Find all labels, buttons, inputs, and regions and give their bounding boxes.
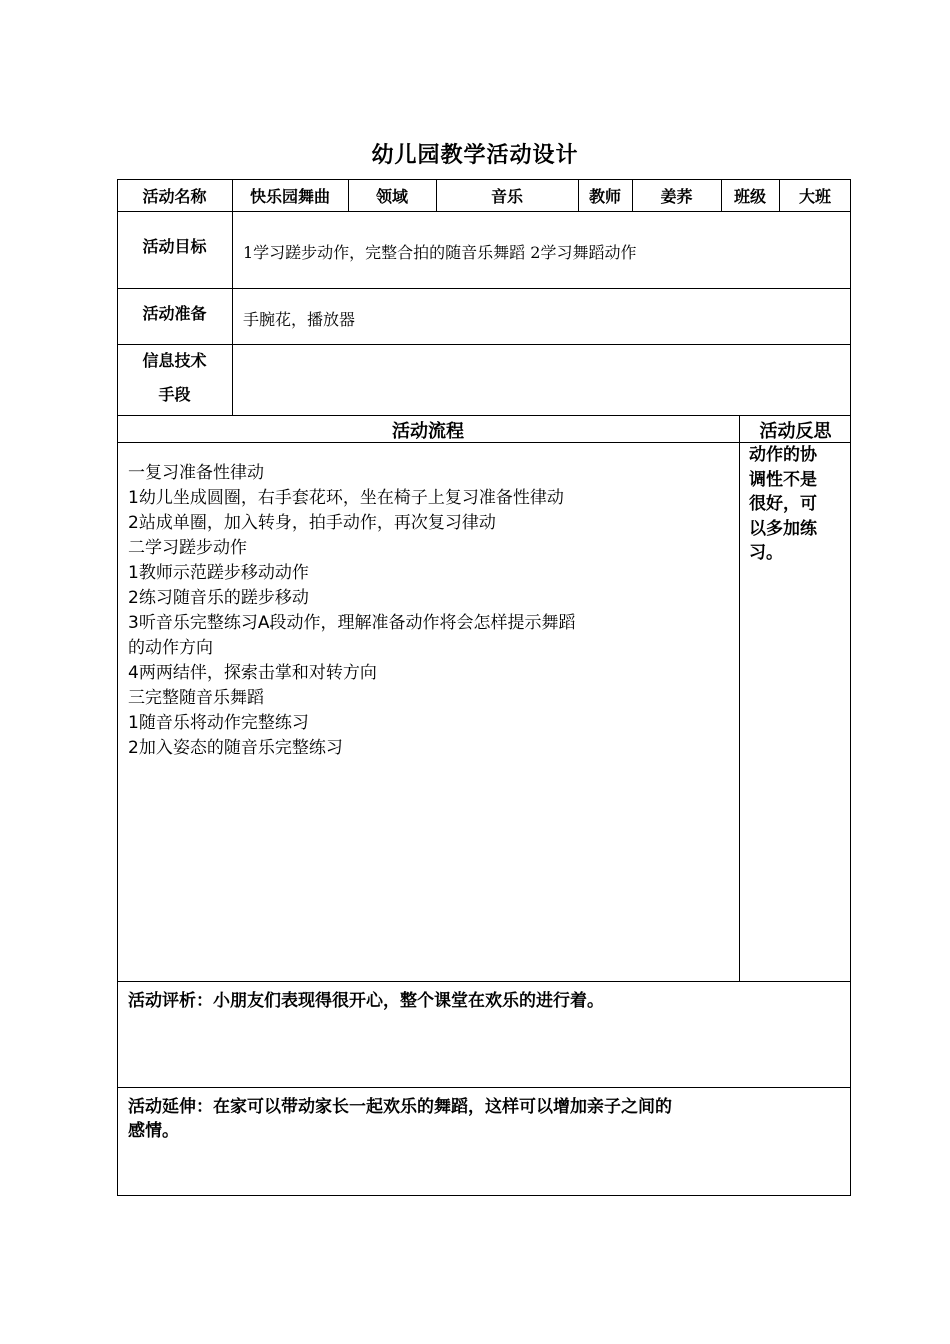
row-divider <box>117 981 851 982</box>
process-line: 3听音乐完整练习A段动作，理解准备动作将会怎样提示舞蹈 <box>128 613 576 633</box>
reflection-line: 动作的协 <box>749 445 817 465</box>
extension-line1: 活动延伸：在家可以带动家长一起欢乐的舞蹈，这样可以增加亲子之间的 <box>128 1097 672 1117</box>
process-line: 三完整随音乐舞蹈 <box>128 688 264 708</box>
col-divider <box>232 179 233 416</box>
row-divider <box>117 344 851 345</box>
row-divider <box>117 288 851 289</box>
teacher-label: 教师 <box>588 187 621 206</box>
extension-line2: 感情。 <box>128 1121 179 1141</box>
process-label: 活动流程 <box>392 421 464 442</box>
col-divider <box>739 415 740 982</box>
class-value: 大班 <box>798 187 831 206</box>
process-line: 的动作方向 <box>128 638 213 658</box>
process-line: 一复习准备性律动 <box>128 463 264 483</box>
preparation-value: 手腕花，播放器 <box>243 310 356 329</box>
activity-name-value: 快乐园舞曲 <box>249 187 330 206</box>
it-means-label-line2: 手段 <box>158 385 191 404</box>
goals-label: 活动目标 <box>142 237 207 256</box>
domain-label: 领域 <box>375 187 408 206</box>
process-line: 1幼儿坐成圆圈，右手套花环，坐在椅子上复习准备性律动 <box>128 488 564 508</box>
reflection-line: 习。 <box>749 543 783 563</box>
reflection-content <box>749 443 849 566</box>
preparation-label: 活动准备 <box>142 304 207 323</box>
process-line: 1教师示范蹉步移动动作 <box>128 563 309 583</box>
class-label: 班级 <box>733 187 766 206</box>
goals-value: 1学习蹉步动作，完整合拍的随音乐舞蹈 2学习舞蹈动作 <box>243 243 637 262</box>
reflection-line: 以多加练 <box>749 518 817 539</box>
reflection-line: 很好，可 <box>749 494 817 514</box>
activity-name-label: 活动名称 <box>142 187 207 206</box>
it-means-label-line1: 信息技术 <box>142 351 207 370</box>
process-line: 1随音乐将动作完整练习 <box>128 713 309 733</box>
process-line: 4两两结伴，探索击掌和对转方向 <box>128 663 377 683</box>
reflection-line: 调性不是 <box>749 469 817 490</box>
teacher-value: 姜荞 <box>660 187 693 206</box>
reflection-label: 活动反思 <box>759 421 832 442</box>
process-content <box>128 461 734 761</box>
process-line: 2加入姿态的随音乐完整练习 <box>128 738 343 758</box>
evaluation-text: 活动评析：小朋友们表现得很开心，整个课堂在欢乐的进行着。 <box>128 991 604 1011</box>
row-divider <box>117 415 851 416</box>
process-line: 2练习随音乐的蹉步移动 <box>128 588 309 608</box>
domain-value: 音乐 <box>490 187 523 206</box>
row-divider <box>117 1087 851 1088</box>
document-title: 幼儿园教学活动设计 <box>371 142 579 168</box>
process-line: 二学习蹉步动作 <box>128 538 247 558</box>
process-line: 2站成单圈，加入转身，拍手动作，再次复习律动 <box>128 513 496 533</box>
